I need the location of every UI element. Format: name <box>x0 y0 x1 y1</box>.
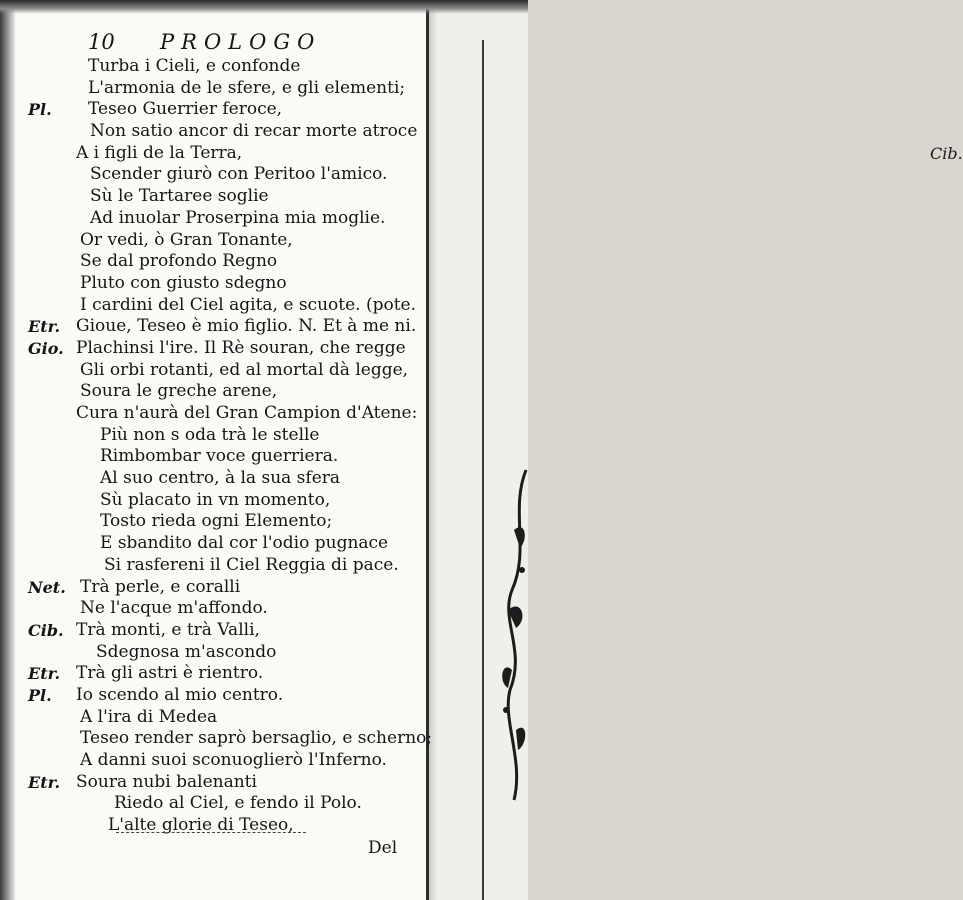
verse-text: Gli orbi rotanti, ed al mortal dà legge, <box>80 359 409 380</box>
verse-text: Trà monti, e trà Valli, <box>76 619 260 640</box>
facing-page-rule <box>482 40 484 900</box>
verse-line <box>28 208 424 230</box>
verse-text: Turba i Cieli, e confonde <box>88 56 301 76</box>
verse-text: Trà gli astri è rientro. <box>76 663 264 684</box>
speaker-label: Net. <box>28 577 66 597</box>
verse-text: E sbandito dal cor l'odio pugnace <box>100 533 389 554</box>
verse-text: Più non s oda trà le stelle <box>100 424 320 445</box>
binding-edge <box>0 0 16 900</box>
verse-text: Sù placato in vn momento, <box>100 489 331 510</box>
verse-text: Si rasfereni il Ciel Reggia di pace. <box>104 554 399 575</box>
verse-line <box>28 685 424 707</box>
floral-ornament-icon <box>500 470 528 800</box>
verse-text: Soura nubi balenanti <box>76 771 257 792</box>
verse-text: Riedo al Ciel, e fendo il Polo. <box>114 793 362 814</box>
verse-text: Se dal profondo Regno <box>80 251 278 272</box>
verse-line <box>28 511 424 533</box>
speaker-label: Etr. <box>28 772 61 792</box>
verse-line <box>28 490 424 512</box>
verse-line <box>28 728 433 750</box>
page-number: 10 <box>88 30 115 54</box>
verse-text: A l'ira di Medea <box>80 706 218 727</box>
verse-line <box>28 99 424 121</box>
verse-text: L'armonia de le sfere, e gli elementi; <box>88 77 406 98</box>
verse-text: Cura n'aurà del Gran Campion d'Atene: <box>76 403 418 423</box>
verse-line <box>28 468 424 490</box>
verse-block <box>28 56 433 837</box>
verse-line <box>28 186 424 208</box>
verse-text: Gioue, Teseo è mio figlio. N. Et à me ni. <box>76 316 417 337</box>
verse-text: L'alte glorie di Teseo, <box>108 815 294 836</box>
verse-line <box>28 78 424 100</box>
speaker-label: Cib. <box>28 620 64 640</box>
speaker-label: Etr. <box>28 664 61 684</box>
verse-text: Non satio ancor di recar morte atroce <box>90 121 418 142</box>
verse-text: A danni suoi sconuoglierò l'Inferno. <box>80 750 387 770</box>
verse-text: Al suo centro, à la sua sfera <box>100 468 341 489</box>
verse-line <box>28 381 424 403</box>
verse-line <box>28 750 424 772</box>
facing-page-speaker: Cib. <box>930 144 963 163</box>
page-header <box>88 30 388 56</box>
verse-line <box>28 772 424 794</box>
verse-text: Ad inuolar Proserpina mia moglie. <box>90 207 386 228</box>
verse-line <box>28 793 424 815</box>
verse-line <box>28 533 424 555</box>
verse-line <box>28 295 424 317</box>
verse-line <box>28 143 424 165</box>
verse-text: Pluto con giusto sdegno <box>80 272 287 293</box>
verse-text: Sù le Tartaree soglie <box>90 186 269 207</box>
verse-text: Teseo render saprò bersaglio, e scherno; <box>80 728 433 749</box>
catchword: Del <box>368 838 398 858</box>
verse-line <box>28 642 424 664</box>
verse-text: Scender giurò con Peritoo l'amico. <box>90 164 388 185</box>
verse-text: Tosto rieda ogni Elemento; <box>100 511 333 532</box>
verse-text: Io scendo al mio centro. <box>76 684 284 705</box>
verse-line <box>28 707 424 729</box>
verse-line <box>28 56 424 78</box>
verse-line <box>28 273 424 295</box>
verse-text: A i figli de la Terra, <box>76 142 243 163</box>
speaker-label: Etr. <box>28 317 61 337</box>
verse-line <box>28 598 424 620</box>
speaker-label: Gio. <box>28 338 64 358</box>
verse-text: Sdegnosa m'ascondo <box>96 641 277 662</box>
verse-text: Rimbombar voce guerriera. <box>100 446 339 467</box>
verse-text: Trà perle, e coralli <box>80 576 241 597</box>
verse-text: Teseo Guerrier feroce, <box>88 99 283 120</box>
verse-line <box>28 316 424 338</box>
top-shadow <box>0 0 528 14</box>
verse-line <box>28 403 424 425</box>
verse-text: Plachinsi l'ire. Il Rè souran, che regge <box>76 337 406 358</box>
running-title: PROLOGO <box>160 30 322 54</box>
verse-line <box>28 446 424 468</box>
verse-line <box>28 121 424 143</box>
verse-line <box>28 555 424 577</box>
verse-text: Ne l'acque m'affondo. <box>80 598 268 619</box>
speaker-label: Pl. <box>28 685 52 705</box>
verse-line <box>28 251 424 273</box>
verse-line <box>28 360 424 382</box>
verse-line <box>28 663 424 685</box>
last-line-underline <box>116 832 306 834</box>
verse-text: I cardini del Ciel agita, e scuote. (pote. <box>80 294 417 315</box>
verse-line <box>28 230 424 252</box>
verse-line <box>28 577 424 599</box>
speaker-label: Pl. <box>28 100 52 120</box>
verse-line <box>28 338 424 360</box>
verse-line <box>28 164 424 186</box>
verse-line <box>28 620 424 642</box>
verse-line <box>28 425 424 447</box>
verse-text: Soura le greche arene, <box>80 381 278 402</box>
verse-text: Or vedi, ò Gran Tonante, <box>80 229 293 250</box>
